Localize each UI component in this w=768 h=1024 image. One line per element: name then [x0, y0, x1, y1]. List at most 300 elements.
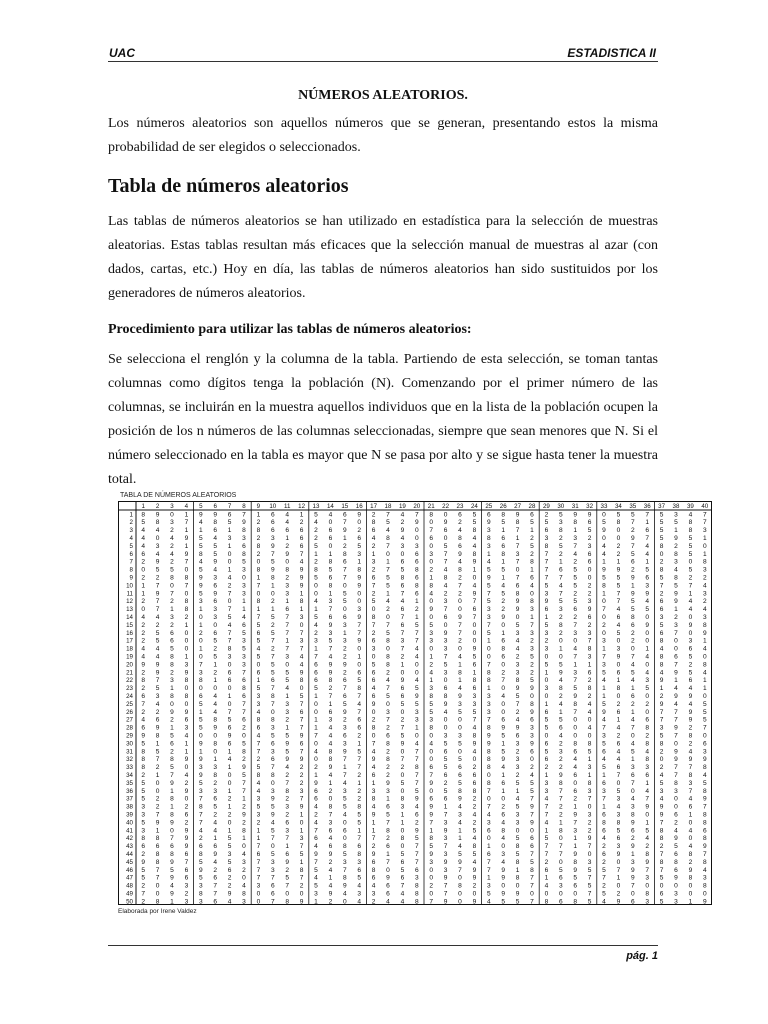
table-cell: 3 — [674, 511, 678, 519]
table-cell: 2 — [558, 740, 563, 748]
table-cell: 5 — [443, 764, 448, 772]
table-cell: 9 — [386, 779, 390, 787]
table-cell: 0 — [674, 803, 678, 811]
table-cell: 0 — [515, 882, 520, 890]
table-cell: 4 — [573, 764, 578, 772]
column-header: 4 — [184, 503, 189, 510]
table-cell: 0 — [688, 890, 693, 898]
table-cell: 8 — [242, 685, 246, 693]
table-cell: 8 — [328, 756, 333, 764]
table-cell: 8 — [688, 519, 693, 527]
table-cell: 5 — [587, 866, 592, 874]
table-cell: 5 — [587, 882, 592, 890]
table-cell: 6 — [443, 614, 448, 621]
table-cell: 0 — [184, 685, 189, 693]
table-cell: 0 — [702, 732, 707, 740]
table-cell: 1 — [184, 653, 189, 661]
table-cell: 2 — [256, 535, 261, 542]
table-cell: 1 — [486, 637, 491, 645]
table-cell: 1 — [602, 772, 606, 779]
table-cell: 2 — [357, 527, 362, 535]
table-cell: 4 — [573, 550, 578, 558]
table-cell: 8 — [645, 890, 650, 898]
table-cell: 3 — [530, 645, 534, 653]
table-cell: 5 — [342, 590, 347, 598]
table-cell: 7 — [299, 795, 304, 803]
table-cell: 2 — [155, 708, 160, 716]
table-cell: 6 — [400, 582, 405, 590]
table-cell: 4 — [501, 582, 506, 590]
table-cell: 2 — [602, 858, 606, 866]
table-cell: 9 — [645, 858, 650, 866]
table-cell: 1 — [645, 645, 650, 653]
table-cell: 9 — [328, 621, 333, 629]
table-cell: 1 — [501, 558, 506, 566]
table-cell: 1 — [285, 843, 290, 851]
table-cell: 3 — [702, 748, 707, 756]
table-cell: 9 — [501, 866, 506, 874]
table-cell: 7 — [587, 843, 592, 851]
table-cell: 6 — [227, 511, 232, 519]
table-cell: 8 — [414, 582, 419, 590]
table-cell: 7 — [342, 756, 347, 764]
table-cell: 3 — [414, 542, 419, 550]
table-cell: 8 — [386, 653, 390, 661]
table-cell: 3 — [486, 700, 491, 708]
table-cell: 6 — [544, 740, 549, 748]
table-cell: 2 — [558, 535, 563, 542]
table-cell: 4 — [458, 558, 462, 566]
table-cell: 8 — [357, 685, 362, 693]
table-cell: 7 — [256, 866, 261, 874]
table-cell: 6 — [386, 882, 390, 890]
table-cell: 0 — [429, 645, 434, 653]
table-cell: 2 — [386, 669, 390, 677]
table-cell: 4 — [702, 606, 707, 614]
table-cell: 4 — [213, 858, 218, 866]
table-cell: 4 — [472, 582, 477, 590]
table-cell: 1 — [155, 740, 160, 748]
table-cell: 4 — [141, 527, 146, 535]
table-cell: 4 — [443, 582, 448, 590]
table-cell: 2 — [141, 685, 146, 693]
table-cell: 8 — [400, 835, 405, 843]
table-cell: 6 — [587, 614, 592, 621]
table-cell: 7 — [443, 890, 448, 898]
table-cell: 8 — [299, 677, 304, 685]
table-cell: 9 — [155, 724, 160, 732]
table-cell: 1 — [645, 819, 650, 827]
table-cell: 1 — [501, 787, 506, 795]
table-cell: 7 — [256, 614, 261, 621]
table-cell: 7 — [515, 574, 520, 582]
table-cell: 0 — [285, 558, 290, 566]
table-cell: 5 — [443, 542, 448, 550]
table-cell: 5 — [400, 566, 405, 574]
table-cell: 3 — [242, 590, 246, 598]
table-cell: 5 — [141, 866, 146, 874]
table-cell: 0 — [602, 511, 606, 519]
table-cell: 7 — [558, 787, 563, 795]
table-cell: 5 — [213, 803, 218, 811]
table-cell: 1 — [602, 685, 606, 693]
table-cell: 0 — [371, 708, 376, 716]
table-cell: 4 — [314, 874, 318, 882]
table-cell: 7 — [357, 764, 362, 772]
table-cell: 6 — [242, 621, 246, 629]
table-cell: 0 — [429, 558, 434, 566]
table-cell: 9 — [674, 835, 678, 843]
table-cell: 3 — [155, 693, 160, 700]
table-cell: 2 — [242, 819, 246, 827]
table-cell: 0 — [501, 882, 506, 890]
table-cell: 3 — [630, 764, 635, 772]
table-cell: 4 — [630, 716, 635, 724]
table-cell: 6 — [501, 716, 506, 724]
table-cell: 2 — [443, 779, 448, 787]
table-cell: 5 — [328, 637, 333, 645]
table-cell: 8 — [458, 669, 462, 677]
table-cell: 6 — [270, 519, 275, 527]
table-cell: 6 — [314, 787, 318, 795]
table-cell: 0 — [544, 653, 549, 661]
table-cell: 2 — [573, 590, 578, 598]
table-cell: 7 — [501, 677, 506, 685]
table-cell: 8 — [688, 874, 693, 882]
table-cell: 5 — [659, 574, 664, 582]
table-cell: 7 — [530, 874, 534, 882]
table-cell: 9 — [515, 511, 520, 519]
table-cell: 3 — [630, 858, 635, 866]
table-cell: 7 — [155, 874, 160, 882]
table-cell: 0 — [659, 756, 664, 764]
table-cell: 7 — [458, 866, 462, 874]
table-cell: 9 — [270, 811, 275, 819]
table-cell: 0 — [227, 685, 232, 693]
table-cell: 5 — [213, 550, 218, 558]
table-cell: 9 — [443, 827, 448, 835]
table-cell: 6 — [213, 795, 218, 803]
column-header: 40 — [701, 503, 709, 510]
table-cell: 0 — [198, 653, 203, 661]
table-cell: 6 — [458, 511, 462, 519]
table-cell: 0 — [688, 819, 693, 827]
table-cell: 0 — [558, 890, 563, 898]
table-cell: 7 — [227, 708, 232, 716]
table-cell: 7 — [299, 629, 304, 637]
table-cell: 7 — [198, 795, 203, 803]
table-cell: 5 — [270, 732, 275, 740]
table-cell: 6 — [155, 843, 160, 851]
table-cell: 2 — [386, 724, 390, 732]
table-cell: 3 — [184, 661, 189, 669]
table-cell: 9 — [155, 511, 160, 519]
table-cell: 4 — [155, 614, 160, 621]
table-cell: 3 — [285, 700, 290, 708]
column-header: 10 — [269, 503, 277, 510]
table-cell: 2 — [242, 866, 246, 874]
table-cell: 4 — [342, 811, 347, 819]
table-cell: 8 — [414, 882, 419, 890]
table-cell: 6 — [515, 732, 520, 740]
table-cell: 7 — [573, 542, 578, 550]
table-cell: 7 — [256, 582, 261, 590]
table-cell: 3 — [486, 693, 491, 700]
table-cell: 7 — [342, 772, 347, 779]
table-cell: 1 — [616, 874, 621, 882]
table-cell: 0 — [155, 882, 160, 890]
table-cell: 3 — [328, 819, 333, 827]
table-cell: 9 — [328, 890, 333, 898]
column-header: 20 — [413, 503, 421, 510]
table-title: TABLA DE NÚMEROS ALEATORIOS — [120, 492, 237, 499]
table-cell: 6 — [616, 740, 621, 748]
table-cell: 6 — [371, 574, 376, 582]
table-cell: 4 — [602, 677, 606, 685]
table-cell: 9 — [184, 835, 189, 843]
table-cell: 0 — [674, 645, 678, 653]
table-cell: 5 — [155, 629, 160, 637]
table-cell: 7 — [443, 606, 448, 614]
table-cell: 5 — [616, 827, 621, 835]
table-cell: 4 — [328, 732, 333, 740]
table-cell: 5 — [486, 598, 491, 606]
table-cell: 9 — [299, 898, 304, 906]
table-cell: 4 — [328, 772, 333, 779]
table-cell: 6 — [616, 708, 621, 716]
table-cell: 8 — [141, 756, 146, 764]
table-cell: 9 — [443, 858, 448, 866]
table-cell: 5 — [141, 874, 146, 882]
column-header: 19 — [398, 503, 406, 510]
table-cell: 1 — [702, 685, 707, 693]
table-cell: 1 — [357, 827, 362, 835]
table-cell: 2 — [141, 558, 146, 566]
table-cell: 6 — [371, 874, 376, 882]
table-cell: 8 — [400, 795, 405, 803]
table-cell: 0 — [155, 535, 160, 542]
row-label: 20 — [126, 661, 133, 669]
table-cell: 2 — [342, 653, 347, 661]
table-cell: 0 — [371, 732, 376, 740]
table-cell: 1 — [227, 748, 232, 756]
table-cell: 9 — [702, 843, 707, 851]
table-cell: 6 — [630, 772, 635, 779]
table-cell: 2 — [558, 550, 563, 558]
table-cell: 3 — [429, 716, 434, 724]
table-cell: 5 — [558, 866, 563, 874]
table-cell: 5 — [501, 566, 506, 574]
table-cell: 7 — [515, 527, 520, 535]
table-cell: 4 — [501, 693, 506, 700]
table-cell: 5 — [515, 621, 520, 629]
table-cell: 7 — [472, 716, 477, 724]
column-header: 26 — [499, 503, 507, 510]
table-cell: 2 — [299, 772, 304, 779]
table-cell: 3 — [443, 669, 448, 677]
table-cell: 5 — [227, 519, 232, 527]
table-cell: 2 — [702, 598, 707, 606]
table-cell: 1 — [486, 550, 491, 558]
table-cell: 6 — [587, 669, 592, 677]
table-cell: 2 — [141, 708, 146, 716]
table-cell: 9 — [299, 732, 304, 740]
table-cell: 1 — [486, 874, 491, 882]
table-cell: 8 — [659, 827, 664, 835]
table-cell: 3 — [602, 732, 606, 740]
table-cell: 9 — [227, 890, 232, 898]
table-cell: 2 — [501, 598, 506, 606]
table-cell: 0 — [573, 890, 578, 898]
table-cell: 7 — [357, 756, 362, 764]
row-label: 27 — [126, 716, 133, 724]
table-cell: 7 — [616, 772, 621, 779]
table-cell: 4 — [472, 835, 477, 843]
table-cell: 1 — [558, 558, 563, 566]
table-cell: 2 — [170, 716, 174, 724]
table-cell: 5 — [414, 835, 419, 843]
table-cell: 6 — [400, 858, 405, 866]
table-cell: 0 — [630, 787, 635, 795]
table-cell: 6 — [544, 527, 549, 535]
table-cell: 7 — [602, 653, 606, 661]
table-cell: 5 — [386, 582, 390, 590]
table-cell: 6 — [501, 542, 506, 550]
table-footer: Elaborada por Irene Valdez — [118, 908, 197, 915]
table-cell: 0 — [414, 527, 419, 535]
table-cell: 2 — [501, 606, 506, 614]
table-cell: 6 — [198, 843, 203, 851]
table-cell: 3 — [270, 866, 275, 874]
table-cell: 5 — [688, 535, 693, 542]
table-cell: 4 — [184, 732, 189, 740]
table-cell: 7 — [544, 811, 549, 819]
table-cell: 2 — [371, 511, 376, 519]
table-cell: 9 — [472, 645, 477, 653]
table-cell: 7 — [227, 606, 232, 614]
table-cell: 6 — [630, 827, 635, 835]
table-cell: 6 — [443, 748, 448, 756]
column-header: 8 — [242, 503, 246, 510]
table-cell: 7 — [429, 772, 434, 779]
table-cell: 8 — [342, 843, 347, 851]
table-cell: 2 — [458, 574, 462, 582]
table-cell: 5 — [530, 653, 534, 661]
table-cell: 0 — [486, 795, 491, 803]
table-cell: 0 — [645, 661, 650, 669]
table-cell: 9 — [299, 566, 304, 574]
table-cell: 0 — [299, 621, 304, 629]
table-cell: 3 — [242, 653, 246, 661]
table-cell: 8 — [155, 835, 160, 843]
table-cell: 9 — [558, 669, 563, 677]
table-cell: 7 — [530, 882, 534, 890]
table-cell: 5 — [270, 803, 275, 811]
table-cell: 3 — [602, 661, 606, 669]
table-cell: 5 — [602, 669, 606, 677]
table-cell: 2 — [472, 795, 477, 803]
table-cell: 0 — [198, 685, 203, 693]
table-cell: 4 — [616, 724, 621, 732]
table-cell: 7 — [573, 621, 578, 629]
table-cell: 8 — [155, 851, 160, 858]
table-cell: 2 — [616, 732, 621, 740]
table-cell: 9 — [515, 606, 520, 614]
table-cell: 5 — [357, 874, 362, 882]
table-cell: 8 — [429, 582, 434, 590]
table-cell: 8 — [227, 645, 232, 653]
table-cell: 5 — [314, 574, 318, 582]
table-cell: 4 — [357, 882, 362, 890]
table-cell: 5 — [486, 582, 491, 590]
table-cell: 9 — [659, 700, 664, 708]
table-cell: 1 — [674, 677, 678, 685]
table-cell: 9 — [198, 574, 203, 582]
table-cell: 6 — [659, 598, 664, 606]
table-cell: 5 — [630, 748, 635, 756]
table-cell: 6 — [141, 693, 146, 700]
table-cell: 3 — [616, 811, 621, 819]
table-cell: 2 — [587, 819, 592, 827]
table-cell: 0 — [242, 574, 246, 582]
table-cell: 7 — [285, 629, 290, 637]
table-cell: 2 — [227, 795, 232, 803]
table-cell: 8 — [213, 772, 218, 779]
table-cell: 1 — [688, 898, 693, 906]
table-cell: 7 — [141, 700, 146, 708]
table-cell: 6 — [342, 677, 347, 685]
table-cell: 2 — [213, 811, 218, 819]
table-cell: 0 — [400, 550, 405, 558]
table-cell: 7 — [544, 558, 549, 566]
table-cell: 1 — [530, 566, 534, 574]
table-cell: 2 — [472, 819, 477, 827]
table-cell: 5 — [314, 511, 318, 519]
table-cell: 0 — [688, 629, 693, 637]
table-cell: 4 — [515, 795, 520, 803]
table-cell: 5 — [170, 566, 174, 574]
table-cell: 3 — [213, 606, 218, 614]
table-cell: 5 — [659, 874, 664, 882]
table-cell: 5 — [515, 835, 520, 843]
table-cell: 9 — [486, 574, 491, 582]
table-cell: 9 — [573, 811, 578, 819]
table-cell: 8 — [270, 574, 275, 582]
table-cell: 1 — [184, 527, 189, 535]
table-cell: 0 — [501, 621, 506, 629]
table-cell: 0 — [602, 629, 606, 637]
table-cell: 2 — [155, 574, 160, 582]
table-cell: 3 — [256, 882, 261, 890]
table-cell: 6 — [270, 882, 275, 890]
row-label: 26 — [126, 708, 133, 716]
table-cell: 5 — [645, 606, 650, 614]
table-cell: 7 — [299, 645, 304, 653]
table-cell: 9 — [702, 756, 707, 764]
table-cell: 3 — [458, 811, 462, 819]
table-cell: 9 — [342, 527, 347, 535]
table-cell: 5 — [357, 819, 362, 827]
table-cell: 7 — [558, 795, 563, 803]
table-cell: 3 — [184, 724, 189, 732]
table-cell: 2 — [688, 661, 693, 669]
table-cell: 7 — [170, 835, 174, 843]
table-cell: 9 — [458, 614, 462, 621]
table-cell: 5 — [602, 764, 606, 772]
table-cell: 4 — [227, 898, 232, 906]
table-cell: 0 — [227, 779, 232, 787]
table-cell: 3 — [357, 858, 362, 866]
